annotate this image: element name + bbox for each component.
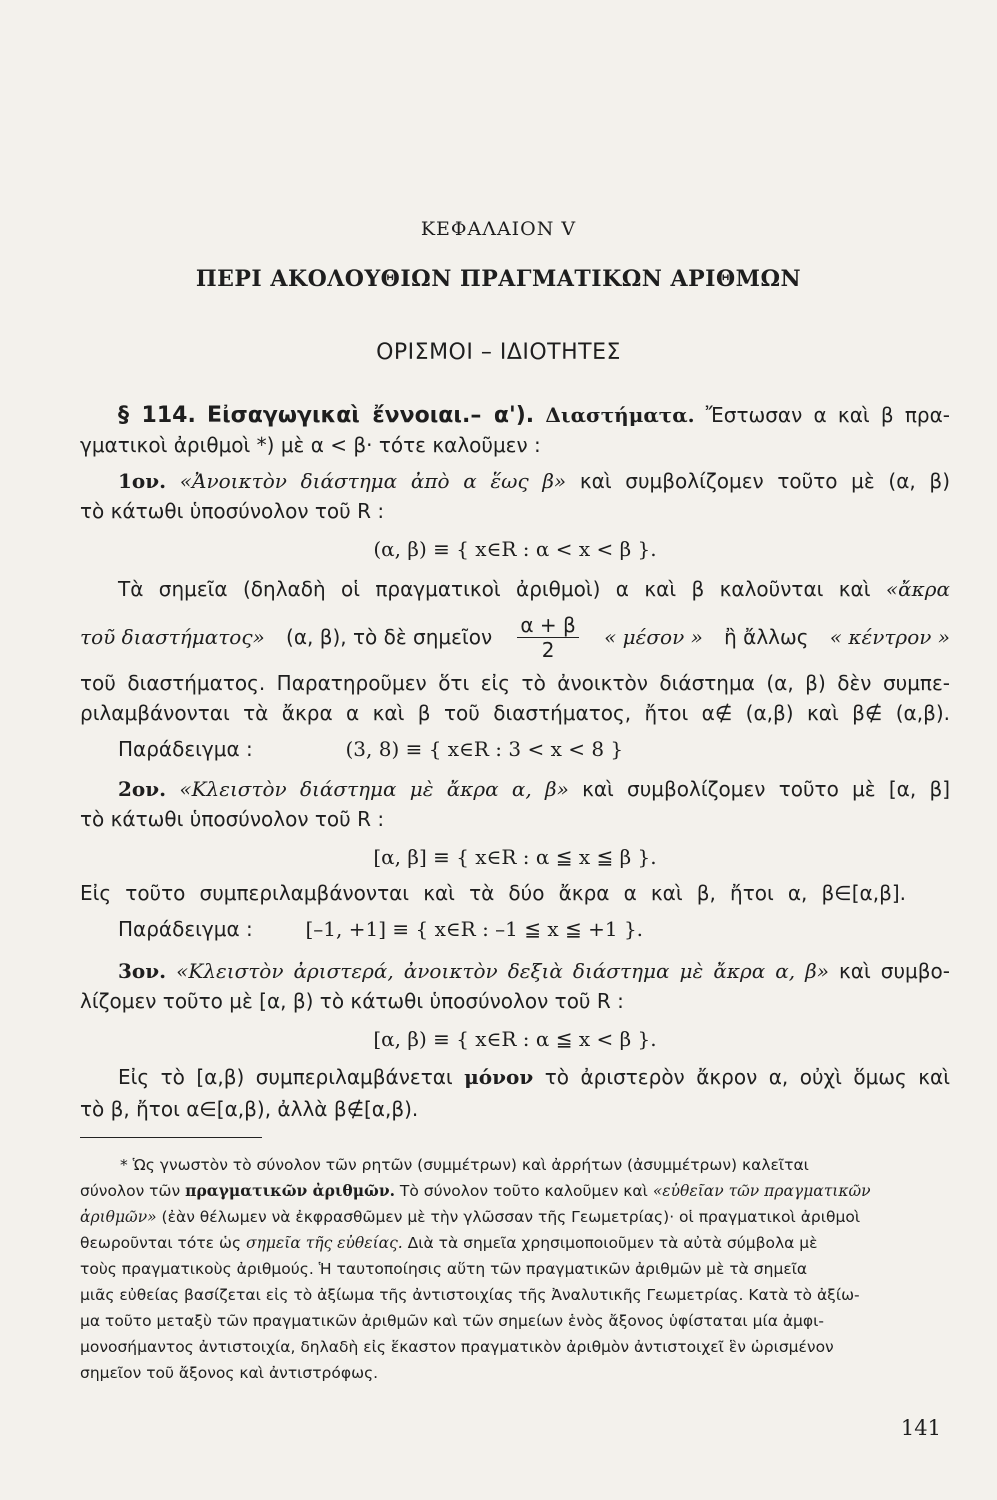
footnote-l2-bold: πραγματικῶν ἀριθμῶν.	[185, 1181, 395, 1200]
footnote-line-7: μα τοῦτο μεταξὺ τῶν πραγματικῶν ἀριθμῶν καὶ τῶν σημείων ἑνὸς ἄξονος ὑφίσταται μία ἀμφι-	[80, 1312, 824, 1330]
item3-p1-text: Εἰς τὸ [α,β) συμπεριλαμβάνεται	[118, 1065, 453, 1089]
item2-italic-term: «Κλειστὸν διάστημα μὲ ἄκρα α, β»	[179, 777, 569, 801]
item2-example-label: Παράδειγμα :	[118, 917, 253, 941]
item2-formula: [α, β] ≡ { x∈R : α ≦ x ≦ β }.	[373, 845, 657, 869]
section-subtitle: ΟΡΙΣΜΟΙ – ΙΔΙΟΤΗΤΕΣ	[376, 340, 621, 365]
footnote-line-1: * Ὡς γνωστὸν τὸ σύνολον τῶν ρητῶν (συμμέτρων) καὶ ἀρρήτων (ἀσυμμέτρων) καλεῖται	[120, 1156, 809, 1174]
item2-label: 2ον.	[118, 777, 167, 801]
footnote-line-9: σημεῖον τοῦ ἄξονος καὶ ἀντιστρόφως.	[80, 1364, 379, 1382]
section-intro-line-2: γματικοὶ ἀριθμοὶ *) μὲ α < β· τότε καλοῦμεν :	[80, 433, 541, 457]
item1-example-label: Παράδειγμα :	[118, 737, 253, 761]
section-intro-text: Ἔστωσαν α καὶ β πρα-	[705, 403, 951, 427]
footnote-line-5: τοὺς πραγματικοὺς ἀριθμούς. Ἡ ταυτοποίησις αὕτη τῶν πραγματικῶν ἀριθμῶν μὲ τὰ σημεῖα	[80, 1260, 808, 1278]
item1-line-2: τὸ κάτωθι ὑποσύνολον τοῦ R :	[80, 499, 385, 523]
section-heading: Εἰσαγωγικαὶ ἔννοιαι.– α').	[207, 403, 535, 428]
footnote-rule	[80, 1137, 262, 1138]
footnote-l4-text: θεωροῦνται τότε ὡς	[80, 1234, 242, 1252]
item1-italic-term: «Ἀνοικτὸν διάστημα ἀπὸ α ἕως β»	[179, 469, 567, 493]
footnote-line-3	[80, 1204, 952, 1230]
footnote-l3-italic: ἀριθμῶν»	[80, 1208, 157, 1226]
item3-text: καὶ συμβο-	[839, 959, 950, 983]
item1-label: 1ον.	[118, 469, 167, 493]
page-number: 141	[900, 1416, 941, 1440]
item1-p2-kentron: « κέντρον »	[829, 625, 950, 649]
item1-p2-meson: « μέσον »	[604, 625, 703, 649]
item1-p1-italic: «ἄκρα	[885, 577, 950, 601]
footnote-l3-text: (ἐὰν θέλωμεν νὰ ἐκφρασθῶμεν μὲ τὴν γλῶσσαν τῆς Γεωμετρίας)· οἱ πραγματικοὶ ἀριθμοὶ	[161, 1208, 861, 1226]
item2-line-1	[118, 774, 950, 804]
item1-p2-or: ἢ ἄλλως	[724, 625, 809, 649]
item1-paragraph-line-2	[80, 612, 950, 662]
midpoint-fraction	[517, 613, 578, 662]
item3-paragraph-line-1	[118, 1062, 950, 1092]
item1-paragraph-line-4: ριλαμβάνονται τὰ ἄκρα α καὶ β τοῦ διαστήματος, ἤτοι α∉ (α,β) καὶ β∉ (α,β).	[80, 701, 950, 725]
item2-text: καὶ συμβολίζομεν τοῦτο μὲ [α, β]	[582, 777, 951, 801]
chapter-title: ΠΕΡΙ ΑΚΟΛΟΥΘΙΩΝ ΠΡΑΓΜΑΤΙΚΩΝ ΑΡΙΘΜΩΝ	[195, 266, 802, 292]
item1-paragraph-line-3: τοῦ διαστήματος. Παρατηροῦμεν ὅτι εἰς τὸ ἀνοικτὸν διάστημα (α, β) δὲν συμπε-	[80, 671, 950, 695]
item1-example-formula: (3, 8) ≡ { x∈R : 3 < x < 8 }	[345, 737, 624, 761]
footnote-line-8: μονοσήμαντος ἀντιστοιχία, δηλαδὴ εἰς ἕκαστον πραγματικὸν ἀριθμὸν ἀντιστοιχεῖ ἓν ὡρισμένον	[80, 1338, 834, 1356]
item3-line-1	[118, 956, 950, 986]
item2-example-formula: [–1, +1] ≡ { x∈R : –1 ≦ x ≦ +1 }.	[305, 917, 644, 941]
footnote-line-4	[80, 1230, 952, 1256]
item3-p1-end: τὸ ἀριστερὸν ἄκρον α, οὐχὶ ὅμως καὶ	[544, 1065, 950, 1089]
fraction-numerator: α + β	[517, 613, 578, 638]
section-subheading: Διαστήματα.	[545, 403, 695, 427]
footnote-l2-text: σύνολον τῶν	[80, 1182, 181, 1200]
footnote-line-2	[80, 1178, 952, 1204]
item3-line-2: λίζομεν τοῦτο μὲ [α, β) τὸ κάτωθι ὑποσύνολον τοῦ R :	[80, 989, 624, 1013]
item2-example	[118, 914, 950, 944]
item1-example	[118, 734, 950, 764]
footnote-l2-mid: Τὸ σύνολον τοῦτο καλοῦμεν καὶ	[399, 1182, 648, 1200]
item1-p1-text: Τὰ σημεῖα (δηλαδὴ οἱ πραγματικοὶ ἀριθμοὶ) α καὶ β καλοῦνται καὶ	[118, 577, 871, 601]
footnote-l2-italic: «εὐθεῖαν τῶν πραγματικῶν	[652, 1182, 871, 1200]
item2-line-2: τὸ κάτωθι ὑποσύνολον τοῦ R :	[80, 807, 385, 831]
fraction-denominator: 2	[541, 637, 555, 662]
item2-paragraph: Εἰς τοῦτο συμπεριλαμβάνονται καὶ τὰ δύο ἄκρα α καὶ β, ἤτοι α, β∈[α,β].	[80, 881, 906, 905]
chapter-heading: ΚΕΦΑΛΑΙΟΝ V	[420, 218, 577, 240]
item3-paragraph-line-2: τὸ β, ἤτοι α∈[α,β), ἀλλὰ β∉[α,β).	[80, 1097, 419, 1121]
item1-formula: (α, β) ≡ { x∈R : α < x < β }.	[373, 537, 657, 561]
footnote-line-6: μιᾶς εὐθείας βασίζεται εἰς τὸ ἀξίωμα τῆς ἀντιστοιχίας τῆς Ἀναλυτικῆς Γεωμετρίας. Κατὰ τὸ ἀξίω-	[80, 1286, 860, 1304]
item1-line-1	[118, 466, 950, 496]
footnote-l4-italic: σημεῖα τῆς εὐθείας.	[245, 1234, 403, 1252]
item1-text: καὶ συμβολίζομεν τοῦτο μὲ (α, β)	[579, 469, 951, 493]
item1-p2-italic: τοῦ διαστήματος»	[80, 625, 265, 649]
item3-italic-term: «Κλειστὸν ἀριστερά, ἀνοικτὸν δεξιὰ διάστημα μὲ ἄκρα α, β»	[176, 959, 829, 983]
section-intro-line-1	[118, 400, 950, 431]
item1-paragraph-line-1	[118, 574, 950, 604]
item3-formula: [α, β) ≡ { x∈R : α ≦ x < β }.	[373, 1027, 657, 1051]
item3-label: 3ον.	[118, 959, 167, 983]
footnote-l4-rest: Διὰ τὰ σημεῖα χρησιμοποιοῦμεν τὰ αὐτὰ σύμβολα μὲ	[407, 1234, 818, 1252]
section-number: § 114.	[118, 403, 196, 428]
item3-p1-bold: μόνον	[464, 1065, 534, 1089]
item1-p2-text: (α, β), τὸ δὲ σημεῖον	[286, 625, 493, 649]
